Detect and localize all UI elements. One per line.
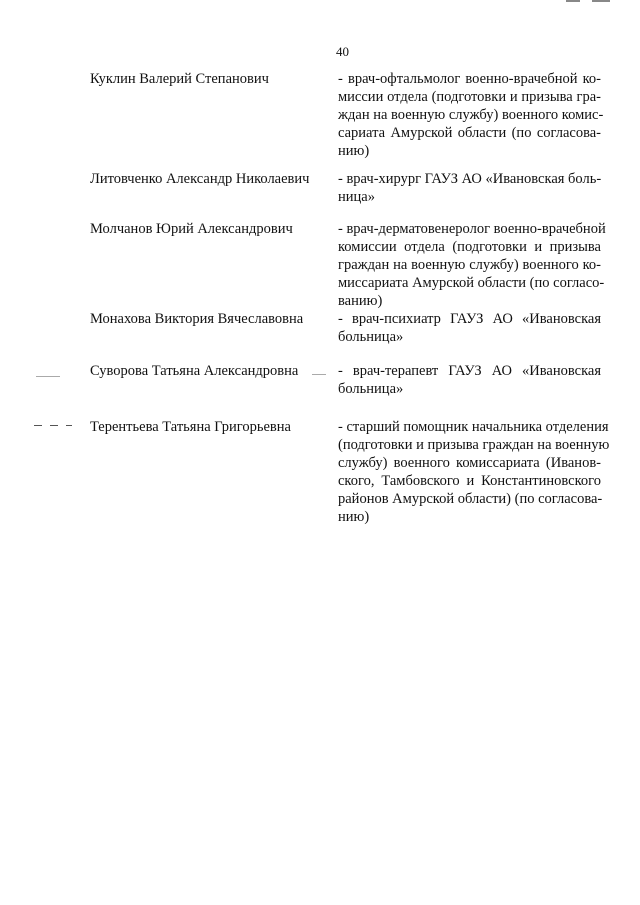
- person-role: [338, 362, 601, 398]
- role-line: - врач-психиатр ГАУЗ АО «Ивановская: [338, 311, 601, 327]
- role-line: больница»: [338, 329, 404, 345]
- person-name: Литовченко Александр Николаевич: [90, 171, 310, 187]
- role-line: ванию): [338, 293, 383, 309]
- role-line: нию): [338, 143, 370, 159]
- role-line: больница»: [338, 381, 404, 397]
- role-line: районов Амурской области) (по согласова-: [338, 491, 603, 507]
- role-line: нию): [338, 509, 370, 525]
- role-line: комиссии отдела (подготовки и призыва: [338, 239, 601, 255]
- scan-artifact-mark: [36, 376, 60, 377]
- role-line: ница»: [338, 189, 375, 205]
- role-line: (подготовки и призыва граждан на военную: [338, 437, 610, 453]
- role-line: ждан на военную службу) военного комис-: [338, 107, 604, 123]
- person-role: [338, 170, 601, 206]
- role-line: миссии отдела (подготовки и призыва гра-: [338, 89, 601, 105]
- scan-artifact-mark: [312, 374, 326, 375]
- person-name: Монахова Виктория Вячеславовна: [90, 311, 304, 327]
- person-role: [338, 220, 606, 310]
- person-name: Куклин Валерий Степанович: [90, 71, 269, 87]
- scan-artifact-mark: [592, 0, 610, 2]
- person-role: [338, 310, 601, 346]
- role-line: - врач-терапевт ГАУЗ АО «Ивановская: [338, 363, 601, 379]
- role-line: - старший помощник начальника отделения: [338, 419, 609, 435]
- person-name: Терентьева Татьяна Григорьевна: [90, 419, 291, 435]
- role-line: - врач-офтальмолог военно-врачебной ко-: [338, 71, 601, 87]
- role-line: - врач-дерматовенеролог военно-врачебной: [338, 221, 606, 237]
- person-name: Суворова Татьяна Александровна: [90, 363, 299, 379]
- scan-artifact-mark: [34, 425, 42, 426]
- person-role: [338, 70, 604, 160]
- role-line: граждан на военную службу) военного ко-: [338, 257, 601, 273]
- role-line: - врач-хирург ГАУЗ АО «Ивановская боль-: [338, 171, 602, 187]
- scan-artifact-mark: [66, 425, 72, 426]
- role-line: сариата Амурской области (по согласова-: [338, 125, 601, 141]
- role-line: службу) военного комиссариата (Иванов-: [338, 455, 601, 471]
- person-role: [338, 418, 610, 526]
- role-line: ского, Тамбовского и Константиновского: [338, 473, 601, 489]
- scan-artifact-mark: [50, 425, 58, 426]
- page-number: 40: [336, 44, 349, 59]
- person-name: Молчанов Юрий Александрович: [90, 221, 293, 237]
- scan-artifact-mark: [566, 0, 580, 2]
- role-line: миссариата Амурской области (по согласо-: [338, 275, 605, 291]
